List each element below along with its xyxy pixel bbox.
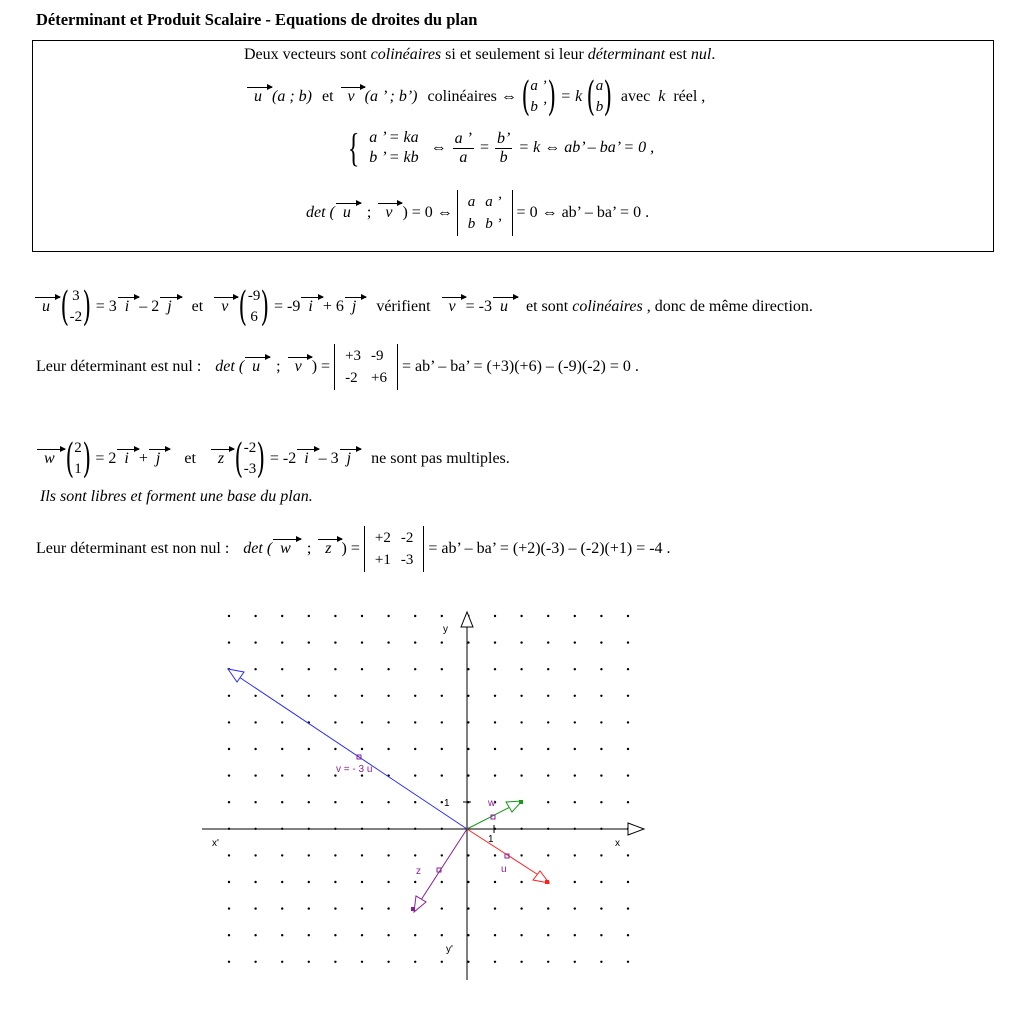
grid-dot (254, 615, 256, 617)
grid-dot (574, 695, 576, 697)
grid-dot (574, 907, 576, 909)
grid-dot (334, 961, 336, 963)
grid-dot (387, 721, 389, 723)
grid-dot (547, 695, 549, 697)
grid-dot (361, 961, 363, 963)
grid-dot (308, 774, 310, 776)
grid-dot (467, 934, 469, 936)
column-vector: ( a b ) (586, 74, 613, 120)
grid-dot (627, 881, 629, 883)
grid-dot (600, 668, 602, 670)
grid-dot (228, 748, 230, 750)
grid-dot (627, 961, 629, 963)
grid-dot (387, 961, 389, 963)
grid-dot (441, 668, 443, 670)
grid-dot (574, 641, 576, 643)
grid-dot (281, 774, 283, 776)
grid-dot (467, 774, 469, 776)
grid-dot (547, 748, 549, 750)
base-statement: Ils sont libres et forment une base du plan. (40, 488, 313, 505)
grid-dot (574, 615, 576, 617)
grid-dot (254, 907, 256, 909)
grid-dot (600, 774, 602, 776)
grid-dot (441, 695, 443, 697)
grid-dot (334, 721, 336, 723)
determinant-matrix: a a ’ b b ’ (457, 190, 513, 236)
grid-dot (254, 854, 256, 856)
grid-dot (467, 641, 469, 643)
grid-dot (441, 854, 443, 856)
grid-dot (441, 774, 443, 776)
grid-dot (520, 668, 522, 670)
grid-dot (281, 881, 283, 883)
grid-dot (387, 881, 389, 883)
grid-dot (414, 881, 416, 883)
grid-dot (387, 748, 389, 750)
example1-determinant: Leur déterminant est nul : det ( u ; v ) = +3 -9 -2 +6 = ab’ – ba’ = (+3)(+6) – (-9)(-2) = 0 . (36, 344, 639, 390)
x-prime-label: x' (212, 838, 219, 849)
grid-dot (361, 748, 363, 750)
grid-dot (414, 615, 416, 617)
grid-dot (600, 854, 602, 856)
example1-line: u ( 3 -2 ) = 3 i – 2 j et v ( -9 6 ) = -9 i + 6 j vérifient v = -3 u et sont colinéaires , donc de même direction. (38, 286, 813, 328)
grid-dot (254, 934, 256, 936)
grid-dot (281, 854, 283, 856)
grid-dot (228, 721, 230, 723)
grid-dot (547, 801, 549, 803)
grid-dot (228, 907, 230, 909)
vector-u: u (250, 88, 268, 106)
grid-dot (228, 881, 230, 883)
grid-dot (414, 961, 416, 963)
grid-dot (414, 695, 416, 697)
grid-dot (441, 641, 443, 643)
grid-dot (547, 907, 549, 909)
grid-dot (334, 934, 336, 936)
grid-dot (281, 748, 283, 750)
grid-dot (441, 961, 443, 963)
grid-dot (228, 801, 230, 803)
grid-dot (547, 854, 549, 856)
grid-dot (281, 695, 283, 697)
grid-dot (228, 774, 230, 776)
grid-dot (547, 774, 549, 776)
vector-v-line (236, 675, 467, 829)
grid-dot (414, 668, 416, 670)
example2-determinant: Leur déterminant est non nul : det ( w ; z ) = +2 -2 +1 -3 = ab’ – ba’ = (+2)(-3) – (-2)(+1) = -4 . (36, 526, 671, 572)
grid-dot (334, 907, 336, 909)
grid-dot (387, 641, 389, 643)
grid-dot (520, 774, 522, 776)
grid-dot (281, 721, 283, 723)
x-axis-arrow (628, 823, 644, 835)
grid-dot (494, 721, 496, 723)
grid-dot (574, 668, 576, 670)
grid-dot (254, 641, 256, 643)
grid-dot (334, 668, 336, 670)
grid-dot (627, 774, 629, 776)
grid-dot (281, 668, 283, 670)
grid-dot (494, 774, 496, 776)
grid-dot (574, 934, 576, 936)
vector-z-label: z (416, 866, 421, 877)
y-axis-arrow (461, 612, 473, 627)
grid-dot (334, 801, 336, 803)
grid-dot (520, 854, 522, 856)
vector-v-arrow (228, 669, 244, 682)
grid-dot (334, 641, 336, 643)
grid-dot (334, 615, 336, 617)
grid-dot (574, 801, 576, 803)
grid-dot (627, 721, 629, 723)
grid-dot (627, 854, 629, 856)
grid-dot (520, 748, 522, 750)
grid-dot (600, 748, 602, 750)
grid-dot (281, 907, 283, 909)
grid-dot (600, 934, 602, 936)
grid-dot (361, 721, 363, 723)
grid-dot (308, 854, 310, 856)
grid-dot (361, 695, 363, 697)
grid-dot (520, 721, 522, 723)
grid-dot (600, 881, 602, 883)
grid-dot (627, 668, 629, 670)
grid-dot (361, 934, 363, 936)
grid-dot (600, 615, 602, 617)
grid-dot (254, 801, 256, 803)
grid-dot (520, 961, 522, 963)
grid-dot (361, 881, 363, 883)
grid-dot (441, 721, 443, 723)
grid-dot (308, 668, 310, 670)
grid-dot (308, 748, 310, 750)
grid-dot (414, 641, 416, 643)
grid-dot (574, 774, 576, 776)
grid-dot (494, 695, 496, 697)
grid-dot (520, 881, 522, 883)
grid-dot (600, 721, 602, 723)
grid-dot (467, 854, 469, 856)
grid-dot (387, 668, 389, 670)
box-line-1: Deux vecteurs sont colinéaires si et seulement si leur déterminant est nul. (244, 46, 716, 63)
grid-dot (308, 641, 310, 643)
grid-dot (254, 668, 256, 670)
grid-dot (361, 854, 363, 856)
grid-dot (627, 748, 629, 750)
grid-dot (574, 748, 576, 750)
grid-dot (547, 934, 549, 936)
grid-dot (627, 641, 629, 643)
vector-z-end (411, 907, 415, 911)
page-title: Déterminant et Produit Scalaire - Equations de droites du plan (36, 10, 478, 29)
grid-dot (520, 695, 522, 697)
grid-dot (334, 748, 336, 750)
vector-z-line (419, 829, 467, 903)
grid-dot (467, 748, 469, 750)
vector-v-label: v = - 3 u (336, 764, 373, 775)
grid-dot (494, 748, 496, 750)
grid-dots (228, 615, 629, 963)
grid-dot (494, 881, 496, 883)
y-axis-label: y (443, 624, 448, 635)
grid-dot (361, 907, 363, 909)
grid-dot (467, 721, 469, 723)
grid-dot (228, 641, 230, 643)
grid-dot (600, 695, 602, 697)
grid-dot (627, 801, 629, 803)
x-axis-label: x (615, 838, 620, 849)
grid-dot (441, 748, 443, 750)
grid-dot (520, 934, 522, 936)
grid-dot (467, 881, 469, 883)
box-line-3: { a ’ = ka b ’ = kb ⇔ $\frac{a ’}{a}$ = $\frac{b’}{b}$ = k ⇔ ab’ – ba’ = 0 , (347, 125, 655, 170)
grid-dot (574, 721, 576, 723)
grid-dot (228, 934, 230, 936)
grid-dot (308, 881, 310, 883)
grid-dot (441, 934, 443, 936)
grid-dot (547, 641, 549, 643)
vector-v: v (344, 88, 361, 106)
vector-w-end (519, 800, 523, 804)
grid-dot (627, 907, 629, 909)
grid-dot (494, 668, 496, 670)
grid-dot (254, 721, 256, 723)
grid-dot (228, 961, 230, 963)
grid-dot (361, 641, 363, 643)
box-line-2: u (a ; b) et v (a ’ ; b’) colinéaires ⇔ ( a ’ b ’ ) = k ( a b ) avec k réel , (250, 76, 705, 118)
y-prime-label: y' (446, 944, 453, 955)
grid-dot (441, 881, 443, 883)
vector-u-end (545, 880, 549, 884)
grid-dot (494, 615, 496, 617)
y-unit-label: 1 (444, 798, 450, 809)
grid-dot (520, 641, 522, 643)
grid-dot (334, 881, 336, 883)
grid-dot (281, 641, 283, 643)
grid-dot (547, 668, 549, 670)
grid-dot (414, 748, 416, 750)
grid-dot (254, 881, 256, 883)
grid-dot (281, 961, 283, 963)
grid-dot (600, 641, 602, 643)
grid-dot (281, 801, 283, 803)
grid-dot (308, 934, 310, 936)
grid-dot (387, 615, 389, 617)
grid-dot (228, 615, 230, 617)
grid-dot (627, 695, 629, 697)
grid-dot (387, 934, 389, 936)
grid-dot (308, 801, 310, 803)
grid-dot (467, 961, 469, 963)
grid-dot (494, 854, 496, 856)
grid-dot (387, 801, 389, 803)
grid-dot (494, 641, 496, 643)
column-vector: ( a ’ b ’ ) (521, 74, 556, 120)
grid-dot (228, 695, 230, 697)
grid-dot (627, 615, 629, 617)
grid-dot (494, 907, 496, 909)
grid-dot (361, 801, 363, 803)
example2-line: w ( 2 1 ) = 2 i + j et z ( -2 -3 ) = -2 i – 3 j ne sont pas multiples. (40, 438, 510, 480)
grid-dot (467, 695, 469, 697)
determinant-matrix: +2 -2 +1 -3 (364, 526, 424, 572)
vector-w-label: w (488, 798, 496, 809)
grid-dot (414, 721, 416, 723)
grid-dot (494, 934, 496, 936)
x-unit-label: 1 (488, 834, 494, 845)
grid-dot (254, 961, 256, 963)
grid-dot (361, 615, 363, 617)
grid-dot (574, 881, 576, 883)
grid-dot (574, 854, 576, 856)
grid-dot (334, 854, 336, 856)
grid-dot (281, 615, 283, 617)
grid-dot (547, 961, 549, 963)
vector-u-label: u (501, 864, 507, 875)
grid-dot (414, 801, 416, 803)
grid-dot (414, 774, 416, 776)
grid-dot (308, 695, 310, 697)
grid-dot (600, 961, 602, 963)
grid-dot (254, 774, 256, 776)
grid-dot (387, 907, 389, 909)
grid-dot (441, 615, 443, 617)
grid-dot (520, 907, 522, 909)
grid-dot (308, 615, 310, 617)
grid-dot (387, 854, 389, 856)
grid-dot (520, 615, 522, 617)
grid-dot (467, 668, 469, 670)
grid-dot (547, 615, 549, 617)
grid-dot (254, 748, 256, 750)
grid-dot (574, 961, 576, 963)
grid-dot (441, 907, 443, 909)
grid-dot (600, 907, 602, 909)
grid-dot (600, 801, 602, 803)
grid-dot (414, 934, 416, 936)
grid-dot (334, 695, 336, 697)
grid-dot (254, 695, 256, 697)
grid-dot (281, 934, 283, 936)
grid-dot (494, 961, 496, 963)
grid-dot (308, 961, 310, 963)
grid-dot (627, 934, 629, 936)
grid-dot (414, 854, 416, 856)
grid-dot (228, 854, 230, 856)
vector-z-arrow (414, 896, 426, 912)
grid-dot (467, 907, 469, 909)
grid-dot (547, 721, 549, 723)
grid-dot (308, 907, 310, 909)
grid-dot (361, 668, 363, 670)
determinant-matrix: +3 -9 -2 +6 (334, 344, 398, 390)
grid-dot (387, 695, 389, 697)
box-line-4: det ( u ; v ) = 0 ⇔ a a ’ b b ’ = 0 ⇔ ab’ – ba’ = 0 . (306, 190, 649, 236)
grid-dot (441, 801, 443, 803)
